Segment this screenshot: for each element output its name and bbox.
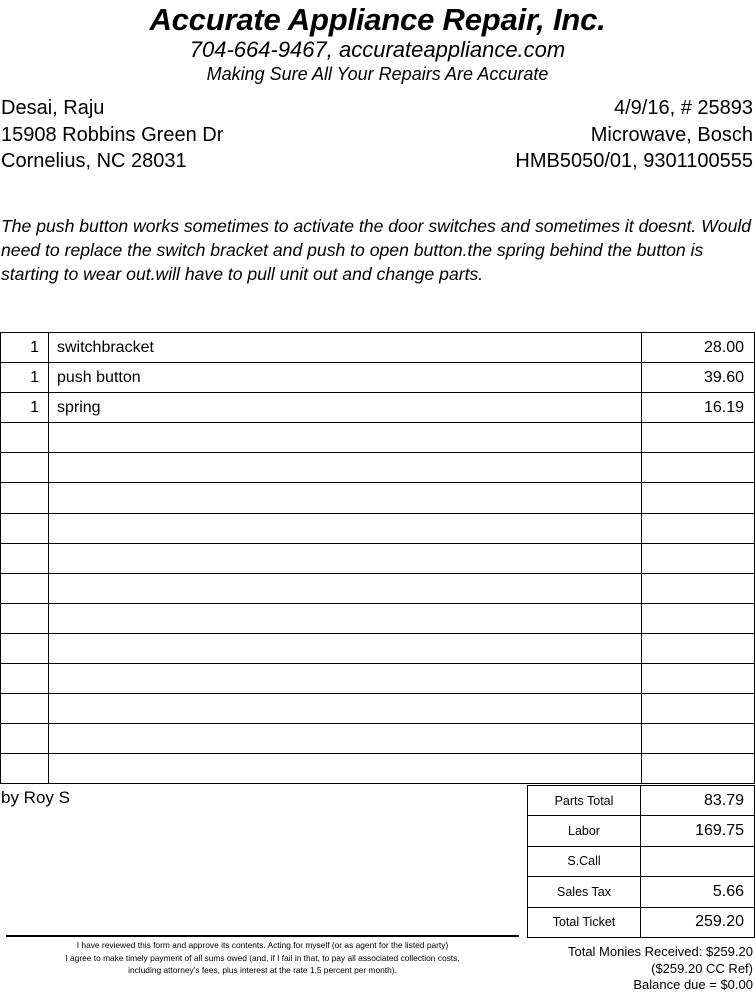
total-ticket-label: Total Ticket [528,907,641,937]
sales-tax-label: Sales Tax [528,877,641,907]
totals-table [527,785,755,938]
part-description [49,724,642,754]
part-description [49,513,642,543]
part-price [642,664,755,694]
parts-row [1,513,755,543]
part-price [642,694,755,724]
totals-row-tax [528,877,755,907]
part-price [642,603,755,633]
part-qty [1,664,49,694]
payment-summary [568,944,753,994]
job-model-serial: HMB5050/01, 9301100555 [515,150,753,172]
part-description: switchbracket [49,333,642,363]
part-description [49,483,642,513]
part-qty [1,694,49,724]
part-qty [1,453,49,483]
service-call-label: S.Call [528,846,641,876]
part-price: 28.00 [642,333,755,363]
part-price [642,453,755,483]
totals-row-labor [528,816,755,846]
company-contact: 704-664-9467, accurateappliance.com [189,37,566,62]
part-description [49,543,642,573]
part-description [49,573,642,603]
part-description [49,633,642,663]
parts-row [1,694,755,724]
part-price [642,573,755,603]
agreement-line: I have reviewed this form and approve its contents. Acting for myself (or as agent for the listed party) [76,940,449,950]
parts-row [1,754,755,784]
labor-value: 169.75 [641,816,755,846]
part-description [49,603,642,633]
part-price [642,724,755,754]
parts-row [1,423,755,453]
parts-row [1,333,755,363]
customer-name: Desai, Raju [1,97,105,119]
totals-row-ticket [528,907,755,937]
parts-row [1,483,755,513]
parts-row [1,543,755,573]
parts-row [1,603,755,633]
part-price [642,423,755,453]
total-ticket-value: 259.20 [641,907,755,937]
part-description: push button [49,363,642,393]
company-name: Accurate Appliance Repair, Inc. [149,2,606,37]
part-qty [1,513,49,543]
job-block [515,95,753,175]
agreement-text [6,939,519,977]
parts-table [0,332,755,784]
payment-reference: ($259.20 CC Ref) [651,960,753,976]
parts-total-value: 83.79 [641,786,755,816]
part-description [49,423,642,453]
part-qty [1,543,49,573]
sales-tax-value: 5.66 [641,877,755,907]
balance-due: Balance due = $0.00 [633,977,753,992]
parts-row [1,633,755,663]
part-description [49,664,642,694]
totals-row-parts [528,786,755,816]
part-qty [1,633,49,663]
part-price: 16.19 [642,393,755,423]
part-description [49,754,642,784]
parts-row [1,453,755,483]
service-call-value [641,846,755,876]
parts-row [1,664,755,694]
part-price [642,754,755,784]
part-price [642,483,755,513]
part-price [642,513,755,543]
job-appliance: Microwave, Bosch [590,123,753,146]
parts-row [1,573,755,603]
part-price: 39.60 [642,363,755,393]
part-qty [1,754,49,784]
agreement-line: including attorney's fees, plus interest at the rate 1.5 percent per month). [128,965,397,976]
customer-city: Cornelius, NC 28031 [1,150,187,172]
job-date-ticket: 4/9/16, # 25893 [613,97,753,119]
repair-description: The push button works sometimes to activate the door switches and sometimes it doesnt. Would need to replace the switch bracket and push to open button.the spring behind the button is starting to wear out.will have to pull unit out and change parts. [1,216,752,284]
part-price [642,543,755,573]
parts-total-label: Parts Total [528,786,641,816]
technician: by Roy S [1,788,70,807]
agreement-line: I agree to make timely payment of all sums owed (and, if I fail in that, to pay all associated collection costs, [65,952,460,963]
parts-row [1,363,755,393]
parts-row [1,393,755,423]
monies-received: Total Monies Received: $259.20 [567,944,753,959]
totals-row-scall [528,846,755,876]
part-qty: 1 [1,393,49,423]
part-qty [1,603,49,633]
part-qty: 1 [1,333,49,363]
customer-block [1,95,223,175]
part-qty [1,573,49,603]
part-description: spring [49,393,642,423]
part-qty: 1 [1,363,49,393]
part-description [49,694,642,724]
signature-line [6,935,519,937]
customer-street: 15908 Robbins Green Dr [1,123,224,146]
part-qty [1,483,49,513]
part-qty [1,724,49,754]
company-tagline: Making Sure All Your Repairs Are Accurate [206,64,549,84]
part-qty [1,423,49,453]
parts-row [1,724,755,754]
part-description [49,453,642,483]
part-price [642,633,755,663]
labor-label: Labor [528,816,641,846]
